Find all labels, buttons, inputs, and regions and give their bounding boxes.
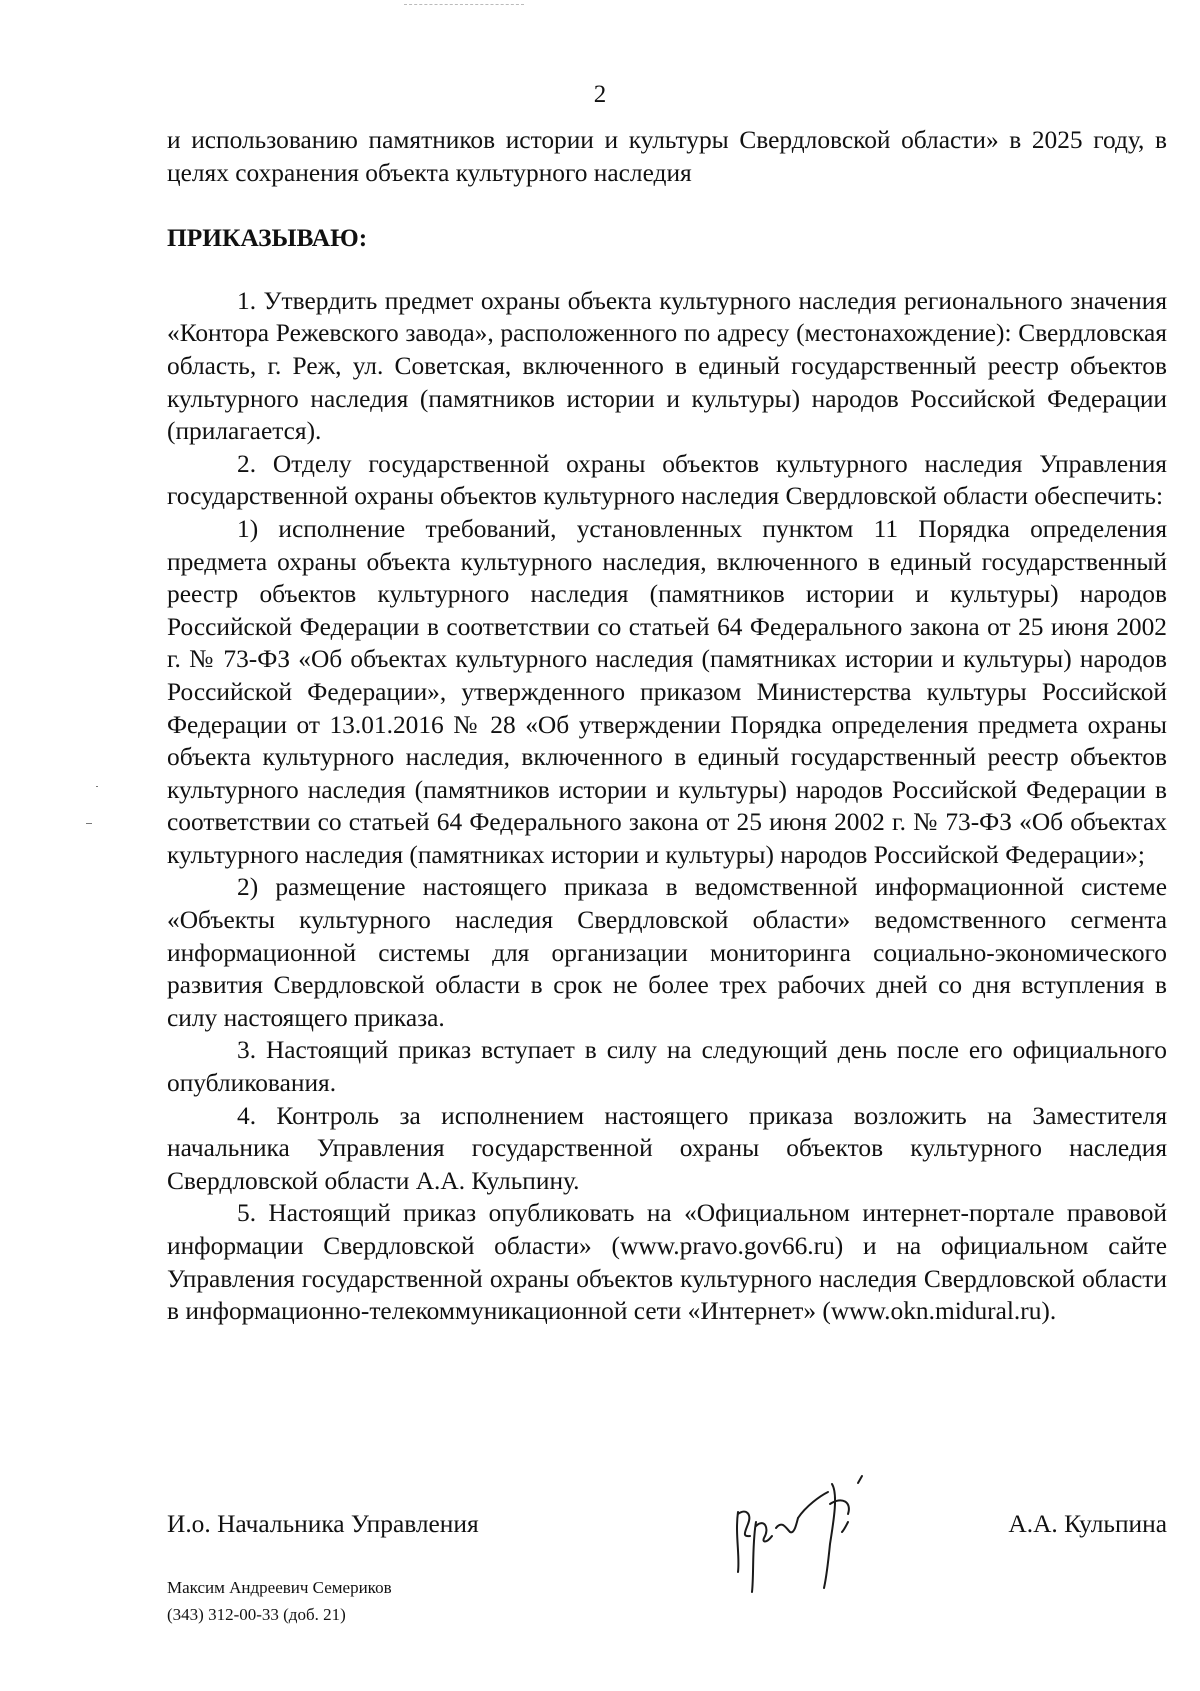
order-item-4: 4. Контроль за исполнением настоящего приказа возложить на Заместителя начальника Управления государственной охраны объектов культурного наследия Свердловской области А.А. Кульпину. <box>167 1101 1167 1195</box>
signer-position: И.о. Начальника Управления <box>167 1510 479 1538</box>
order-subitem-2-1: 1) исполнение требований, установленных пунктом 11 Порядка определения предмета охраны объекта культурного наследия, включенного в единый государственный реестр объектов культурного наследия (памятников истории и культуры) народов Российской Федерации в соответствии со статьей 64 Федерального закона от 25 июня 2002 г. № 73-ФЗ «Об объектах культурного наследия (памятниках истории и культуры) народов Российской Федерации», утвержденного приказом Министерства культуры Российской Федерации от 13.01.2016 № 28 «Об утверждении Порядка определения предмета охраны объекта культурного наследия, включенного в единый государственный реестр объектов культурного наследия (памятников истории и культуры) народов Российской Федерации в соответствии со статьей 64 Федерального закона от 25 июня 2002 г. № 73-ФЗ «Об объектах культурного наследия (памятниках истории и культуры) народов Российской Федерации»; <box>167 514 1167 869</box>
executor-info <box>167 1574 392 1628</box>
order-item-2: 2. Отделу государственной охраны объектов культурного наследия Управления государственной охраны объектов культурного наследия Свердловской области обеспечить: <box>167 449 1167 511</box>
page-number: 2 <box>593 81 607 108</box>
handwritten-signature <box>728 1474 880 1600</box>
executor-name: Максим Андреевич Семериков <box>167 1578 392 1597</box>
scan-edge-mark <box>404 4 524 5</box>
order-subitem-2-2: 2) размещение настоящего приказа в ведомственной информационной системе «Объекты культурного наследия Свердловской области» ведомственного сегмента информационной системы для организации мониторинга социально-экономического развития Свердловской области в срок не более трех рабочих дней со дня вступления в силу настоящего приказа. <box>167 873 1167 1032</box>
scan-margin-mark <box>96 786 98 787</box>
order-item-1: 1. Утвердить предмет охраны объекта культурного наследия регионального значения «Контора Режевского завода», расположенного по адресу (местонахождение): Свердловская область, г. Реж, ул. Советская, включенного в единый государственный реестр объектов культурного наследия (памятников истории и культуры) народов Российской Федерации (прилагается). <box>167 286 1167 446</box>
order-heading: ПРИКАЗЫВАЮ: <box>167 224 368 253</box>
document-body <box>167 124 1167 1328</box>
signature-block <box>167 1508 1167 1548</box>
scan-margin-mark <box>86 823 92 824</box>
order-item-3: 3. Настоящий приказ вступает в силу на следующий день после его официального опубликования. <box>167 1036 1167 1098</box>
signer-name: А.А. Кульпина <box>1008 1510 1167 1538</box>
executor-phone: (343) 312-00-33 (доб. 21) <box>167 1605 346 1624</box>
order-item-5: 5. Настоящий приказ опубликовать на «Официальном интернет-портале правовой информации Свердловской области» (www.pravo.gov66.ru) и на официальном сайте Управления государственной охраны объектов культурного наследия Свердловской области в информационно-телекоммуникационной сети «Интернет» (www.okn.midural.ru). <box>167 1199 1167 1326</box>
intro-paragraph: и использованию памятников истории и культуры Свердловской области» в 2025 году, в целях сохранения объекта культурного наследия <box>167 126 1167 187</box>
